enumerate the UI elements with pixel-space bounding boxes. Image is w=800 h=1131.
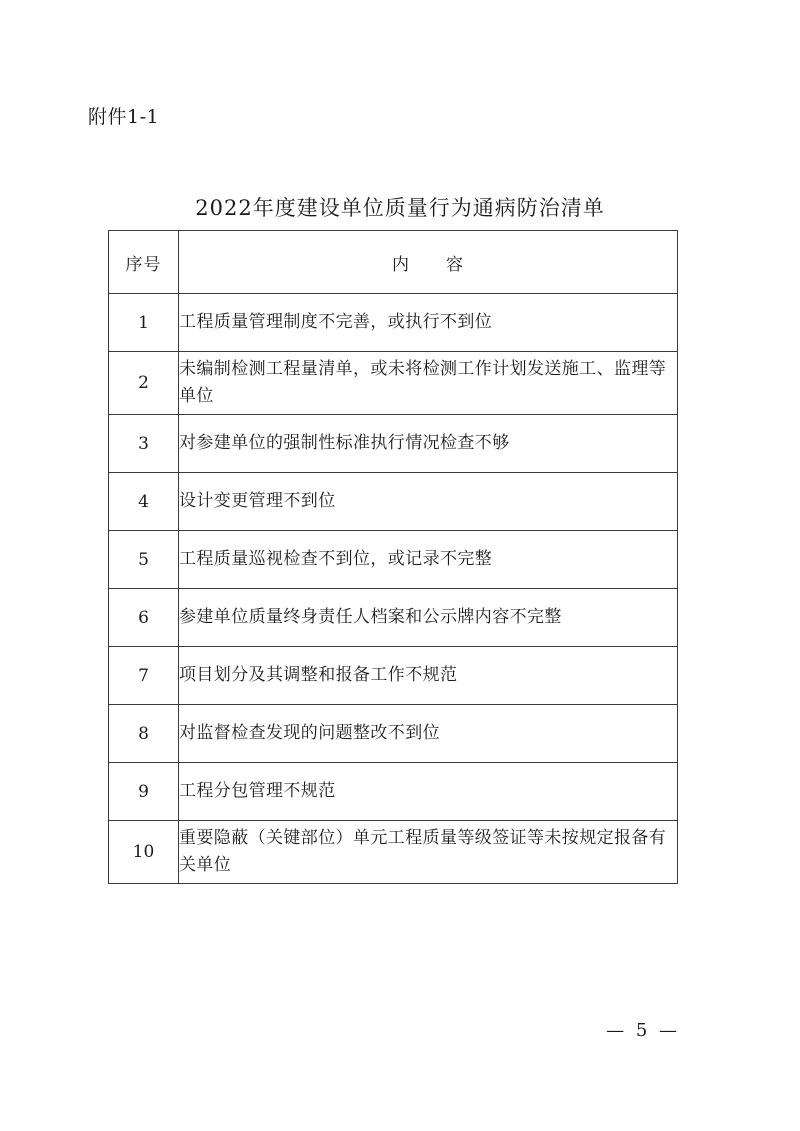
row-number: 6 bbox=[109, 589, 179, 647]
row-number: 3 bbox=[109, 415, 179, 473]
column-header-no: 序号 bbox=[109, 231, 179, 294]
table-row bbox=[109, 589, 678, 647]
page-title: 2022年度建设单位质量行为通病防治清单 bbox=[195, 196, 605, 220]
page-number: — 5 — bbox=[606, 1020, 680, 1041]
row-number: 10 bbox=[109, 821, 179, 884]
row-content: 工程质量巡视检查不到位，或记录不完整 bbox=[179, 531, 678, 589]
column-header-content: 内 容 bbox=[179, 231, 678, 294]
row-content: 工程分包管理不规范 bbox=[179, 763, 678, 821]
row-number: 8 bbox=[109, 705, 179, 763]
row-content: 工程质量管理制度不完善，或执行不到位 bbox=[179, 294, 678, 352]
row-content: 未编制检测工程量清单，或未将检测工作计划发送施工、监理等单位 bbox=[179, 352, 678, 415]
defect-prevention-table bbox=[108, 230, 678, 884]
row-number: 1 bbox=[109, 294, 179, 352]
table-header-row bbox=[109, 231, 678, 294]
row-content: 对监督检查发现的问题整改不到位 bbox=[179, 705, 678, 763]
table-row bbox=[109, 647, 678, 705]
table-row bbox=[109, 531, 678, 589]
row-number: 4 bbox=[109, 473, 179, 531]
table-row bbox=[109, 473, 678, 531]
row-number: 2 bbox=[109, 352, 179, 415]
table-row bbox=[109, 352, 678, 415]
row-number: 5 bbox=[109, 531, 179, 589]
table-row bbox=[109, 415, 678, 473]
row-content: 对参建单位的强制性标准执行情况检查不够 bbox=[179, 415, 678, 473]
table-row bbox=[109, 294, 678, 352]
attachment-label: 附件1-1 bbox=[88, 106, 160, 128]
row-content: 项目划分及其调整和报备工作不规范 bbox=[179, 647, 678, 705]
row-content: 设计变更管理不到位 bbox=[179, 473, 678, 531]
row-content: 参建单位质量终身责任人档案和公示牌内容不完整 bbox=[179, 589, 678, 647]
table-row bbox=[109, 763, 678, 821]
row-number: 9 bbox=[109, 763, 179, 821]
row-content: 重要隐蔽（关键部位）单元工程质量等级签证等未按规定报备有关单位 bbox=[179, 821, 678, 884]
table-row bbox=[109, 705, 678, 763]
table-row bbox=[109, 821, 678, 884]
row-number: 7 bbox=[109, 647, 179, 705]
